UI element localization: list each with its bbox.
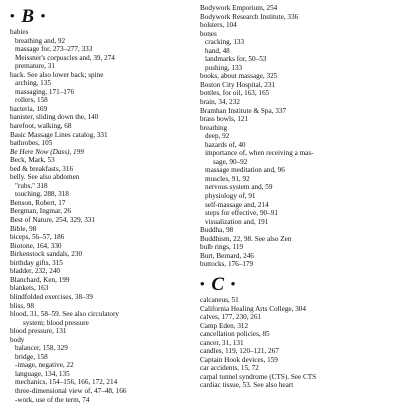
index-entry: Best of Nature, 254, 329, 331 <box>10 216 96 225</box>
index-subentry: importance of, when receiving a mas- <box>205 149 314 158</box>
index-entry: Captain Hook devices, 159 <box>200 355 278 364</box>
index-entry: babies <box>10 28 29 36</box>
index-subentry: -image, negative, 22 <box>15 361 74 370</box>
index-entry: cancellation policies, 85 <box>200 330 270 339</box>
index-entry: banister, sliding down the, 140 <box>10 113 99 122</box>
index-entry: books, about massage, 325 <box>200 72 278 81</box>
index-entry: Benson, Robert, 17 <box>10 198 66 207</box>
index-column-left <box>10 4 188 404</box>
index-subentry: nervous system and, 59 <box>205 183 273 192</box>
index-subentry: rollers, 158 <box>15 96 48 105</box>
index-entry: Basic Massage Lines catalog, 331 <box>10 130 108 139</box>
index-subentry: breathing and, 92 <box>15 36 66 45</box>
index-column-right <box>200 4 394 390</box>
index-entry: Burt, Bernard, 246 <box>200 251 254 260</box>
index-entry: Bergman, Ingmar, 26 <box>10 207 72 216</box>
index-entry: carpal tunnel syndrome (CTS). See CTS <box>200 372 317 381</box>
index-entry: back. See also lower back; spine <box>10 70 104 79</box>
index-subentry: touching, 288, 318 <box>15 190 69 199</box>
index-subentry: arching, 135 <box>15 79 51 88</box>
index-subentry: self-massage and, 214 <box>205 200 269 209</box>
index-subentry: three-dimensional view of, 47–48, 166 <box>15 386 127 395</box>
index-entry: Boston City Hospital, 231 <box>200 80 276 89</box>
index-entry: California Healing Arts College, 304 <box>200 304 306 313</box>
index-entry: buttocks, 176–179 <box>200 260 254 269</box>
index-entry: blankets, 163 <box>10 284 49 293</box>
index-subentry: physiology of, 91 <box>205 192 256 201</box>
index-entry: birthday gifts, 315 <box>10 258 63 267</box>
section-letter: B <box>21 6 35 27</box>
index-subentry: hand, 48 <box>205 46 230 55</box>
index-entry: bliss, 98 <box>10 301 34 310</box>
index-subentry: language, 134, 135 <box>15 369 70 378</box>
index-entry: Be Here Now (Dass), 199 <box>10 147 84 156</box>
index-entry: cardiac tissue, 53. See also heart <box>200 381 294 390</box>
index-subentry: sage, 90–92 <box>213 157 248 166</box>
index-entry: bacteria, 169 <box>10 104 48 113</box>
index-subentry: steps for effective, 90–91 <box>205 209 278 218</box>
index-subentry: visualization and, 191 <box>205 217 269 226</box>
index-subentry: system; blood pressure <box>23 318 89 327</box>
index-subentry: massaging, 171–176 <box>15 87 75 96</box>
section-heading-c <box>200 272 394 296</box>
index-entry: blood, 31, 58–59. See also circulatory <box>10 310 119 319</box>
index-subentry: hazards of, 40 <box>205 140 246 149</box>
index-entry: candles, 119, 120–121, 267 <box>200 347 279 356</box>
index-entry: Bodywork Research Institute, 336 <box>200 12 299 21</box>
index-entry: belly. See also abdomen <box>10 173 80 182</box>
heading-bullet-icon: • <box>40 8 47 23</box>
section-letter: C <box>211 273 225 295</box>
index-subentry: massage meditation and, 96 <box>205 166 285 175</box>
index-entry: blindfolded exercises, 38–39 <box>10 292 93 301</box>
index-entry: Biotone, 164, 330 <box>10 241 62 250</box>
index-entry: brain, 34, 232 <box>200 98 240 107</box>
index-entry: bones <box>200 29 217 38</box>
index-entry: Buddha, 98 <box>200 226 234 235</box>
index-entry: bottles, for oil, 163, 165 <box>200 89 270 98</box>
index-entry: bladder, 232, 240 <box>10 267 61 276</box>
index-entry: Bible, 98 <box>10 224 37 233</box>
index-entry: Birkenstock sandals, 230 <box>10 250 83 259</box>
index-entry: Camp Eden, 312 <box>200 321 249 330</box>
index-entry: blood pressure, 131 <box>10 327 67 336</box>
index-subentry: Meissner's corpuscles and, 39, 274 <box>15 53 115 62</box>
index-entry: biceps, 56–57, 186 <box>10 233 65 242</box>
heading-bullet-icon: • <box>10 8 16 23</box>
index-entry: bathrobes, 105 <box>10 139 53 148</box>
index-subentry: -work, use of the term, 74 <box>15 395 90 404</box>
index-entry: bulb rings, 119 <box>200 243 244 252</box>
index-subentry: "rubs," 318 <box>15 181 48 190</box>
index-subentry: balancer, 158, 329 <box>15 344 68 353</box>
index-subentry: muscles, 91, 92 <box>205 174 250 183</box>
heading-bullet-icon: • <box>200 275 206 291</box>
index-entry: barefoot, walking, 68 <box>10 122 72 131</box>
index-entry: Beck, Mark, 53 <box>10 156 55 165</box>
index-entry: bolsters, 104 <box>200 21 237 30</box>
section-heading-b <box>10 4 188 28</box>
index-subentry: massage for, 273–277, 333 <box>15 45 93 54</box>
index-entry: Bodywork Emporium, 254 <box>200 4 278 12</box>
index-entry: car accidents, 15, 72 <box>200 364 259 373</box>
index-entry: bed & breakfasts, 316 <box>10 164 74 173</box>
index-subentry: pushing, 133 <box>205 63 243 72</box>
index-subentry: mechanics, 154–156, 166, 172, 214 <box>15 378 118 387</box>
index-entry: brass bowls, 121 <box>200 115 249 124</box>
index-subentry: premature, 31 <box>15 62 55 71</box>
index-entry: calcaneus, 51 <box>200 295 239 304</box>
index-subentry: deep, 92 <box>205 132 230 141</box>
index-entry: Blanchard, Ken, 199 <box>10 275 70 284</box>
index-entry: body <box>10 335 25 344</box>
index-entry: calves, 177, 230, 261 <box>200 313 262 322</box>
index-subentry: landmarks for, 50–53 <box>205 55 267 64</box>
index-subentry: bridge, 158 <box>15 352 48 361</box>
index-subentry: cracking, 133 <box>205 38 245 47</box>
heading-bullet-icon: • <box>230 275 237 291</box>
index-entry: Buddhism, 22, 98. See also Zen <box>200 234 292 243</box>
index-entry: breathing <box>200 123 228 132</box>
index-entry: cancer, 31, 131 <box>200 338 244 347</box>
index-entry: Bramhan Institute & Spa, 337 <box>200 106 287 115</box>
